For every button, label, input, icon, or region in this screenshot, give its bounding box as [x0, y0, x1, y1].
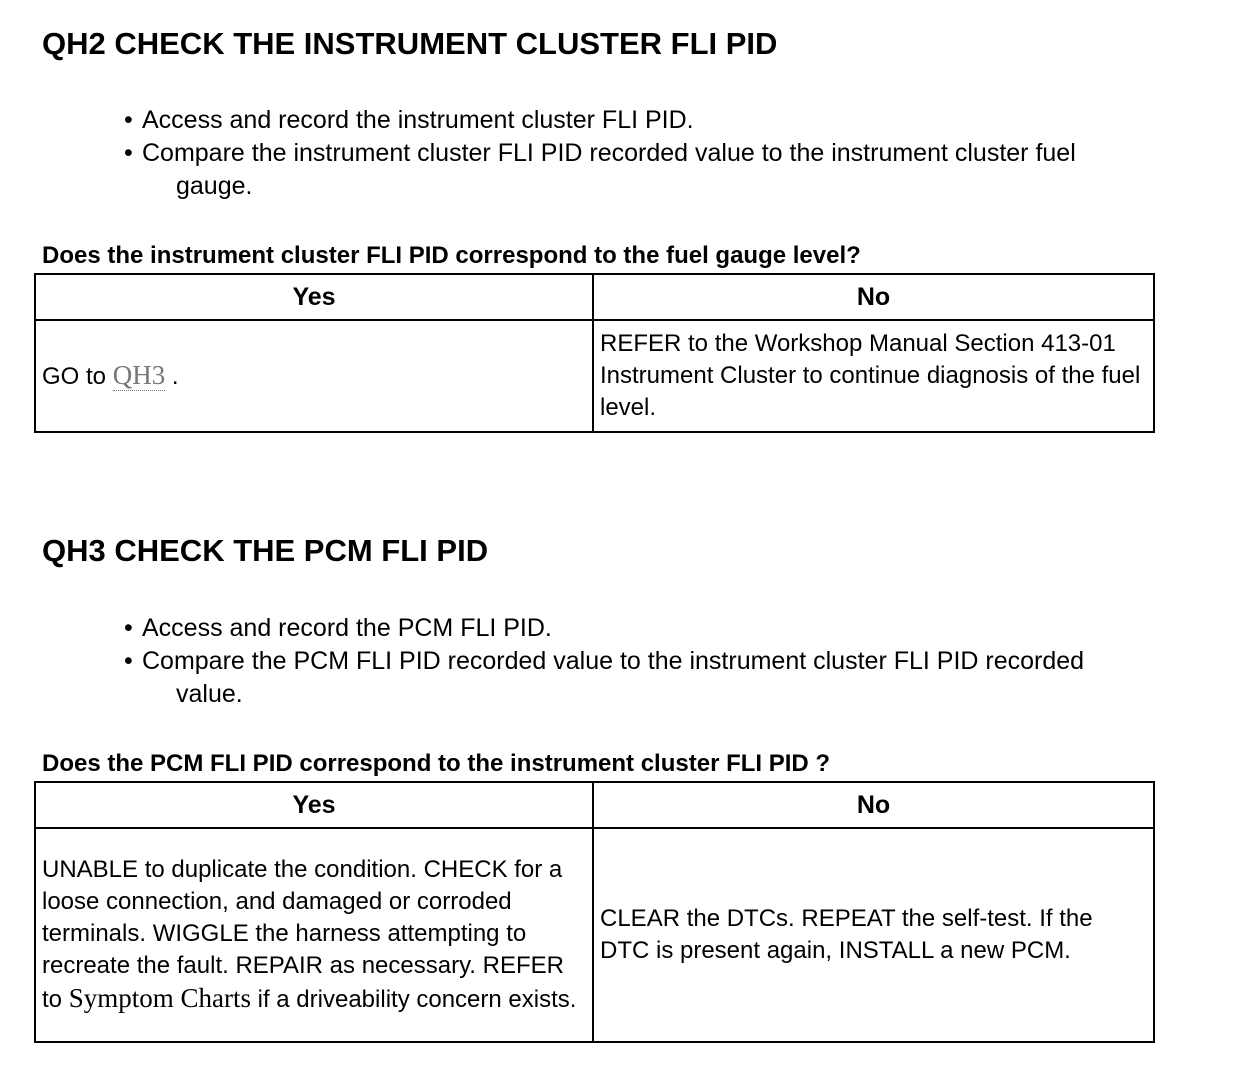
yes-cell — [35, 828, 593, 1042]
yes-header: Yes — [35, 274, 593, 320]
qh3-yes-no-table — [34, 781, 1155, 1043]
list-item — [124, 612, 1084, 645]
list-item — [124, 104, 1076, 137]
yes-cell — [35, 320, 593, 432]
table-row — [35, 320, 1154, 432]
bullet-icon: • — [124, 139, 133, 167]
yes-header: Yes — [35, 782, 593, 828]
question-qh3: Does the PCM FLI PID correspond to the instrument cluster FLI PID ? — [42, 750, 831, 777]
bullet-icon: • — [124, 614, 133, 642]
yes-text-end: if a driveability concern exists. — [257, 986, 577, 1013]
table-header-row — [35, 782, 1154, 828]
bullet-icon: • — [124, 647, 133, 675]
bullet-text: Access and record the instrument cluster FLI PID. — [142, 106, 694, 134]
question-qh2: Does the instrument cluster FLI PID correspond to the fuel gauge level? — [42, 242, 861, 269]
bullet-text: Compare the instrument cluster FLI PID recorded value to the instrument cluster fuel — [142, 139, 1076, 167]
bullet-text: Compare the PCM FLI PID recorded value to the instrument cluster FLI PID recorded — [142, 647, 1085, 675]
no-header: No — [593, 782, 1154, 828]
yes-suffix: . — [171, 363, 179, 390]
bullet-text-continuation: gauge. — [176, 172, 253, 200]
qh3-bullet-list — [124, 612, 1084, 711]
list-item — [124, 645, 1084, 711]
bullet-text-continuation: value. — [176, 680, 243, 708]
qh2-bullet-list — [124, 104, 1076, 203]
section-title-qh2: QH2 CHECK THE INSTRUMENT CLUSTER FLI PID — [42, 26, 778, 61]
qh3-link[interactable]: QH3 — [112, 360, 166, 390]
yes-text: UNABLE to duplicate the condition. CHECK for a loose connection, and damaged or corroded terminals. WIGGLE the harness attempting to recreate the fault. REPAIR as necessary. REFER to — [42, 856, 564, 1013]
section-title-qh3: QH3 CHECK THE PCM FLI PID — [42, 533, 489, 568]
qh2-yes-no-table — [34, 273, 1155, 433]
no-cell: REFER to the Workshop Manual Section 413-01 Instrument Cluster to continue diagnosis of the fuel level. — [593, 320, 1154, 432]
bullet-icon: • — [124, 106, 133, 134]
yes-prefix: GO to — [42, 363, 107, 390]
list-item — [124, 137, 1076, 203]
bullet-text: Access and record the PCM FLI PID. — [142, 614, 552, 642]
no-header: No — [593, 274, 1154, 320]
no-cell: CLEAR the DTCs. REPEAT the self-test. If the DTC is present again, INSTALL a new PCM. — [593, 828, 1154, 1042]
table-header-row — [35, 274, 1154, 320]
table-row — [35, 828, 1154, 1042]
symptom-charts-link[interactable]: Symptom Charts — [68, 983, 251, 1013]
